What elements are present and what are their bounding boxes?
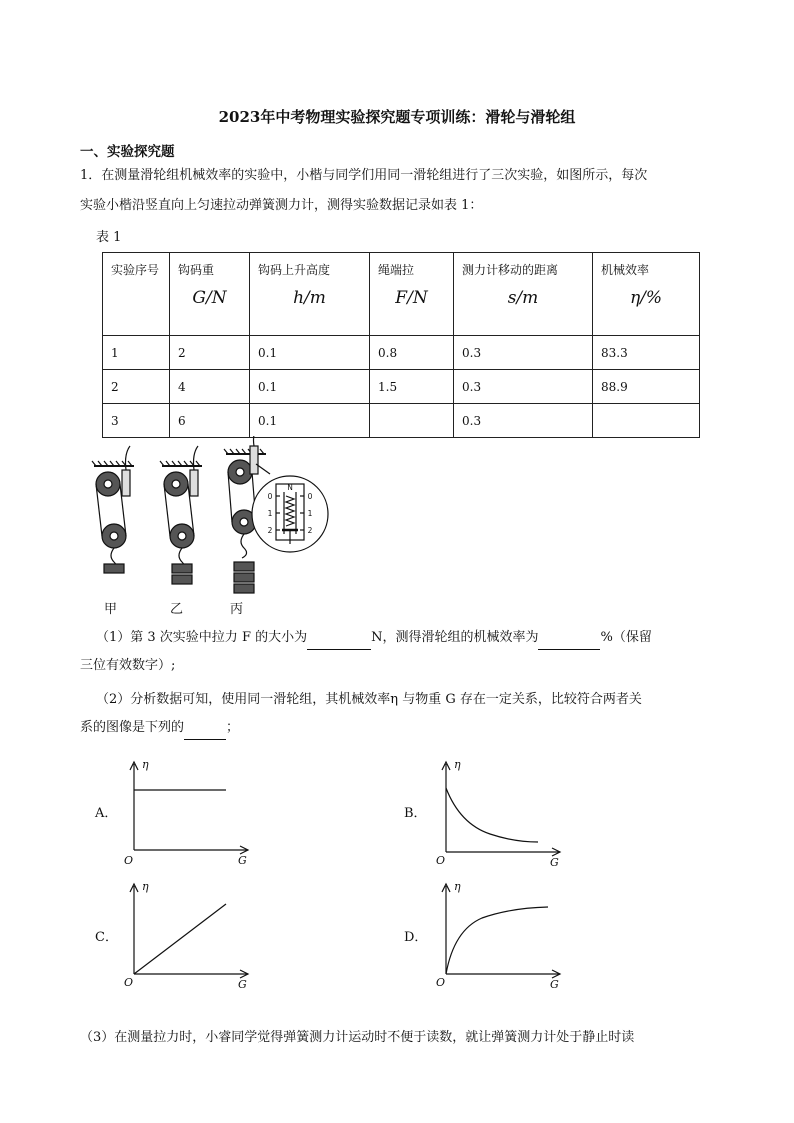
x-axis-label: G <box>550 856 559 868</box>
part1-text-b: N，测得滑轮组的机械效率为 <box>371 630 539 645</box>
table-cell: 0.3 <box>454 370 593 404</box>
table-cell: 88.9 <box>593 370 700 404</box>
table-cell: 2 <box>103 370 170 404</box>
table-cell: 6 <box>170 404 250 438</box>
question-part3: （3）在测量拉力时，小睿同学觉得弹簧测力计运动时不便于读数，就让弹簧测力计处于静止时读 <box>80 1030 635 1045</box>
y-axis-label: η <box>454 880 461 893</box>
curve-linear <box>134 904 226 974</box>
gauge-unit-label: N <box>287 483 293 492</box>
gauge-tick-right-1: 1 <box>307 509 313 518</box>
table-cell: 0.3 <box>454 404 593 438</box>
part1-text-a: （1）第 3 次实验中拉力 F 的大小为 <box>96 630 308 645</box>
gauge-tick-left-0: 0 <box>267 492 273 501</box>
gauge-tick-right-2: 2 <box>307 526 313 535</box>
header-label: 机械效率 <box>601 263 650 277</box>
header-cell <box>593 253 700 336</box>
header-cell <box>250 253 370 336</box>
part2-text-b: 系的图像是下列的 <box>80 720 185 735</box>
gauge-tick-left-1: 1 <box>267 509 273 518</box>
y-axis-label: η <box>142 880 149 893</box>
option-label-b[interactable]: B． <box>404 806 427 821</box>
table-cell-empty <box>370 404 454 438</box>
part2-text-c: ； <box>226 720 240 735</box>
figure-label-bing: 丙 <box>230 602 244 617</box>
header-unit: F/N <box>395 288 428 308</box>
x-axis-label: G <box>550 978 559 990</box>
table-cell: 0.1 <box>250 370 370 404</box>
answer-blank-graph[interactable] <box>184 725 226 740</box>
origin-label: O <box>436 976 446 989</box>
header-unit: h/m <box>293 288 326 308</box>
origin-label: O <box>124 854 134 867</box>
table-cell: 3 <box>103 404 170 438</box>
header-label: 钩码上升高度 <box>258 263 331 277</box>
table-cell: 83.3 <box>593 336 700 370</box>
y-axis-label: η <box>454 758 461 771</box>
question-part2-line2 <box>80 716 720 740</box>
table-cell: 4 <box>170 370 250 404</box>
graph-option-a[interactable] <box>118 758 258 868</box>
graph-option-c[interactable] <box>118 880 258 990</box>
table-caption: 表 1 <box>96 230 122 245</box>
curve-increasing-saturating <box>446 907 548 974</box>
header-label: 钩码重 <box>178 263 215 277</box>
pulley-setup-yi <box>160 446 202 584</box>
table-row <box>103 404 700 438</box>
section-heading: 一、实验探究题 <box>80 144 175 160</box>
table-cell-empty <box>593 404 700 438</box>
table-cell: 0.1 <box>250 336 370 370</box>
page-title: 2023年中考物理实验探究题专项训练：滑轮与滑轮组 <box>218 108 576 126</box>
answer-blank-efficiency[interactable] <box>538 635 600 650</box>
header-unit: G/N <box>192 288 227 308</box>
graph-option-b[interactable] <box>430 758 570 868</box>
gauge-tick-right-0: 0 <box>307 492 313 501</box>
table-row <box>103 336 700 370</box>
graph-option-d[interactable] <box>430 880 570 990</box>
table-cell: 1 <box>103 336 170 370</box>
question-part2-line1: （2）分析数据可知，使用同一滑轮组，其机械效率η 与物重 G 存在一定关系，比较符合两者关 <box>96 692 642 707</box>
header-label: 测力计移动的距离 <box>462 263 559 277</box>
part1-text-c: %（保留 <box>600 630 652 645</box>
question-part1 <box>96 626 726 650</box>
question-intro-line1: 1．在测量滑轮组机械效率的实验中，小楷与同学们用同一滑轮组进行了三次实验，如图所示，每次 <box>80 168 648 183</box>
header-unit: s/m <box>507 288 539 308</box>
table-cell: 0.8 <box>370 336 454 370</box>
question-intro-line2: 实验小楷沿竖直向上匀速拉动弹簧测力计，测得实验数据记录如表 1： <box>80 198 483 213</box>
option-label-a[interactable]: A． <box>95 806 118 821</box>
figure-label-jia: 甲 <box>104 602 118 617</box>
option-label-c[interactable]: C． <box>95 930 118 945</box>
header-label: 绳端拉 <box>378 263 415 277</box>
curve-decreasing <box>446 788 538 842</box>
header-unit: η/% <box>629 288 663 308</box>
header-cell <box>103 253 170 336</box>
origin-label: O <box>436 854 446 867</box>
y-axis-label: η <box>142 758 149 771</box>
table-cell: 1.5 <box>370 370 454 404</box>
pulley-figure <box>90 436 330 616</box>
answer-blank-force[interactable] <box>307 635 371 650</box>
pulley-setup-jia <box>92 446 134 573</box>
header-cell <box>370 253 454 336</box>
option-label-d[interactable]: D． <box>404 930 428 945</box>
table-cell: 0.3 <box>454 336 593 370</box>
table-header-row <box>103 253 700 336</box>
gauge-tick-left-2: 2 <box>267 526 273 535</box>
header-cell <box>454 253 593 336</box>
header-cell <box>170 253 250 336</box>
header-label: 实验序号 <box>111 263 160 277</box>
origin-label: O <box>124 976 134 989</box>
question-part1-cont: 三位有效数字）; <box>80 658 176 673</box>
x-axis-label: G <box>238 854 247 867</box>
table-cell: 2 <box>170 336 250 370</box>
table-row <box>103 370 700 404</box>
data-table <box>102 252 700 438</box>
figure-label-yi: 乙 <box>170 602 184 617</box>
x-axis-label: G <box>238 978 247 990</box>
table-cell: 0.1 <box>250 404 370 438</box>
